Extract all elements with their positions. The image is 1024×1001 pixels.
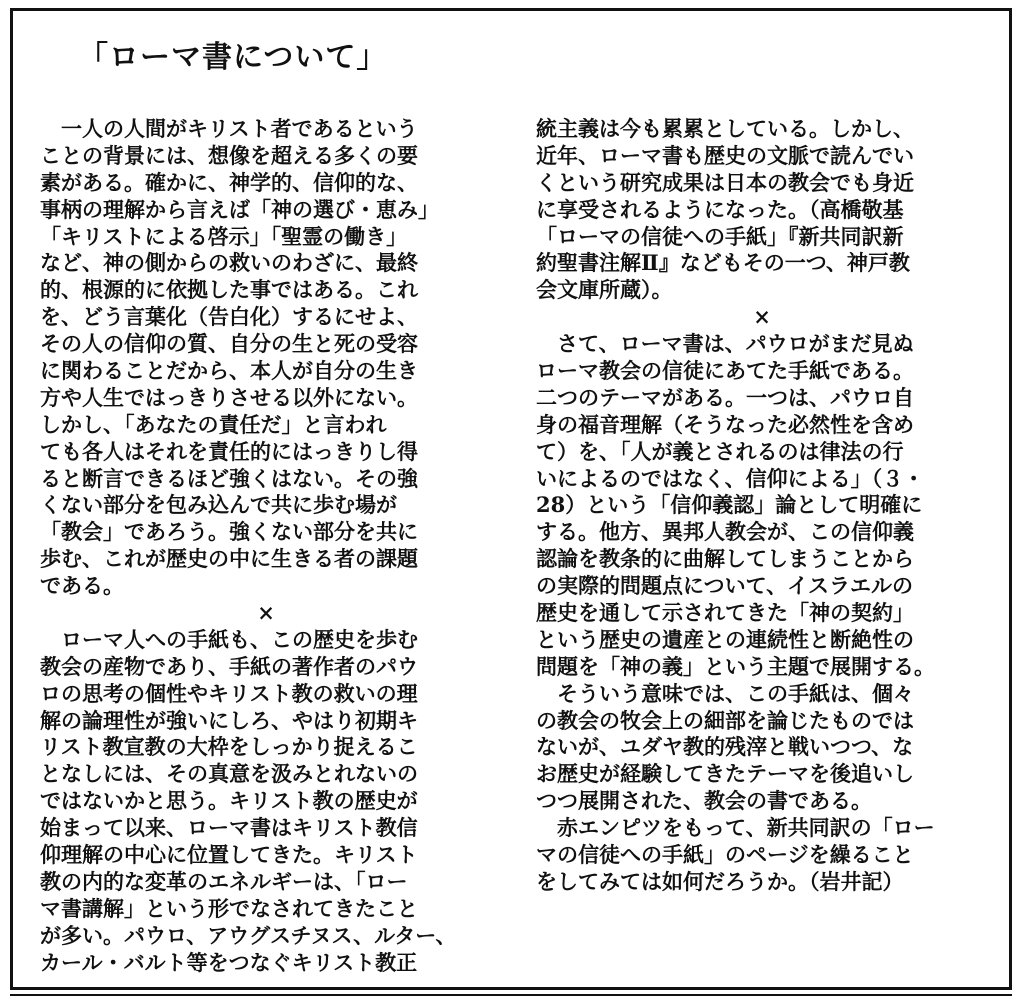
text-line: ても各人はそれを責任的にはっきりし得 [40, 438, 418, 464]
text-line: 素がある。確かに、神学的、信仰的な、 [40, 169, 418, 195]
text-line: 「教会」であろう。強くない部分を共に [40, 519, 418, 545]
text-line: ローマ人への手紙も、この歴史を歩む [40, 626, 418, 652]
text-line: 仰理解の中心に位置してきた。キリスト [40, 842, 418, 868]
text-line: する。他方、異邦人教会が、この信仰義 [536, 519, 914, 545]
text-line: という歴史の遺産との連続性と断絶性の [536, 626, 914, 652]
text-line: 身の福音理解（そうなった必然性を含め [536, 411, 914, 437]
text-line: となしには、その真意を汲みとれないの [40, 761, 418, 787]
text-line: の実際的問題点について、イスラエルの [536, 573, 913, 599]
text-line: 教の内的な変革のエネルギーは、「ロー [40, 868, 408, 894]
text-line: て）を、「人が義とされるのは律法の行 [536, 438, 904, 464]
text-line: マ書講解」という形でなされてきたこと [40, 895, 418, 921]
text-line: 統主義は今も累累としている。しかし、 [536, 116, 914, 141]
text-line: 歴史を通して示されてきた「神の契約」 [536, 600, 914, 626]
text-line: ではないかと思う。キリスト教の歴史が [40, 788, 418, 814]
text-line: お歴史が経験してきたテーマを後追いし [536, 761, 914, 787]
text-line: 問題を「神の義」という主題で展開する。 [536, 653, 935, 679]
bottom-rule [10, 994, 1012, 996]
text-line: 事柄の理解から言えば「神の選び・恵み」 [40, 196, 439, 222]
left-column [40, 116, 492, 977]
text-line: の教会の牧会上の細部を論じたものでは [536, 707, 914, 733]
text-line: など、神の側からの救いのわざに、最終 [40, 250, 418, 276]
text-line: マの信徒への手紙」のページを繰ること [536, 842, 914, 868]
text-line: ると断言できるほど強くはない。その強 [40, 465, 418, 491]
text-line: 近年、ローマ書も歴史の文脈で読んでい [536, 142, 914, 168]
text-line: いによるのではなく、信仰による」（３・ [536, 465, 925, 491]
text-line: カール・バルト等をつなぐキリスト教正 [40, 949, 418, 975]
article-title: 「ローマ書について」 [78, 40, 388, 75]
text-line: 認論を教条的に曲解してしまうことから [536, 546, 914, 572]
text-line: さて、ローマ書は、パウロがまだ見ぬ [536, 331, 914, 357]
text-line: リスト教宣教の大枠をしっかり捉えるこ [40, 734, 418, 760]
right-column [536, 116, 988, 896]
text-line: が多い。パウロ、アウグスチヌス、ルター、 [40, 922, 457, 948]
section-separator: × [257, 600, 275, 626]
text-line: ロの思考の個性やキリスト教の救いの理 [40, 680, 418, 706]
text-line: つつ展開された、教会の書である。 [536, 788, 872, 814]
text-line: 教会の産物であり、手紙の著作者のパウ [40, 653, 418, 679]
text-line: に関わることだから、本人が自分の生き [40, 358, 418, 384]
text-line: 歩む、これが歴史の中に生きる者の課題 [40, 546, 418, 572]
text-line: 会文庫所蔵）。 [536, 277, 673, 303]
text-line: 約聖書注解Ⅱ』などもその一つ、神戸教 [536, 250, 910, 276]
text-line: である。 [40, 573, 124, 599]
text-line: に享受されるようになった。（高橋敬基 [536, 196, 904, 222]
text-line: 始まって以来、ローマ書はキリスト教信 [40, 815, 418, 841]
text-line: ことの背景には、想像を超える多くの要 [40, 142, 418, 168]
text-line: ないが、ユダヤ教的残滓と戦いつつ、な [536, 734, 914, 760]
text-line: そういう意味では、この手紙は、個々 [536, 680, 914, 706]
section-separator: × [753, 304, 771, 330]
text-line: 的、根源的に依拠した事ではある。これ [40, 277, 418, 303]
text-line: 28）という「信仰義認」論として明確に [536, 492, 923, 518]
text-line: 一人の人間がキリスト者であるという [40, 116, 418, 141]
text-line: 赤エンピツをもって、新共同訳の「ロー [536, 815, 935, 841]
text-line: 方や人生ではっきりさせる以外にない。 [40, 384, 418, 410]
text-line: くという研究成果は日本の教会でも身近 [536, 169, 914, 195]
text-line: 「キリストによる啓示」「聖霊の働き」 [40, 223, 408, 249]
text-line: その人の信仰の質、自分の生と死の受容 [40, 331, 418, 357]
text-line: を、どう言葉化（告白化）するにせよ、 [40, 304, 418, 330]
text-line: 解の論理性が強いにしろ、やはり初期キ [40, 707, 418, 733]
text-line: ローマ教会の信徒にあてた手紙である。 [536, 358, 914, 384]
text-line: しかし、「あなたの責任だ」と言われ [40, 411, 387, 437]
text-line: 「ローマの信徒への手紙」『新共同訳新 [536, 223, 904, 249]
text-line: くない部分を包み込んで共に歩む場が [40, 492, 397, 518]
text-line: 二つのテーマがある。一つは、パウロ自 [536, 384, 914, 410]
text-line: をしてみては如何だろうか。（岩井記） [536, 868, 904, 894]
